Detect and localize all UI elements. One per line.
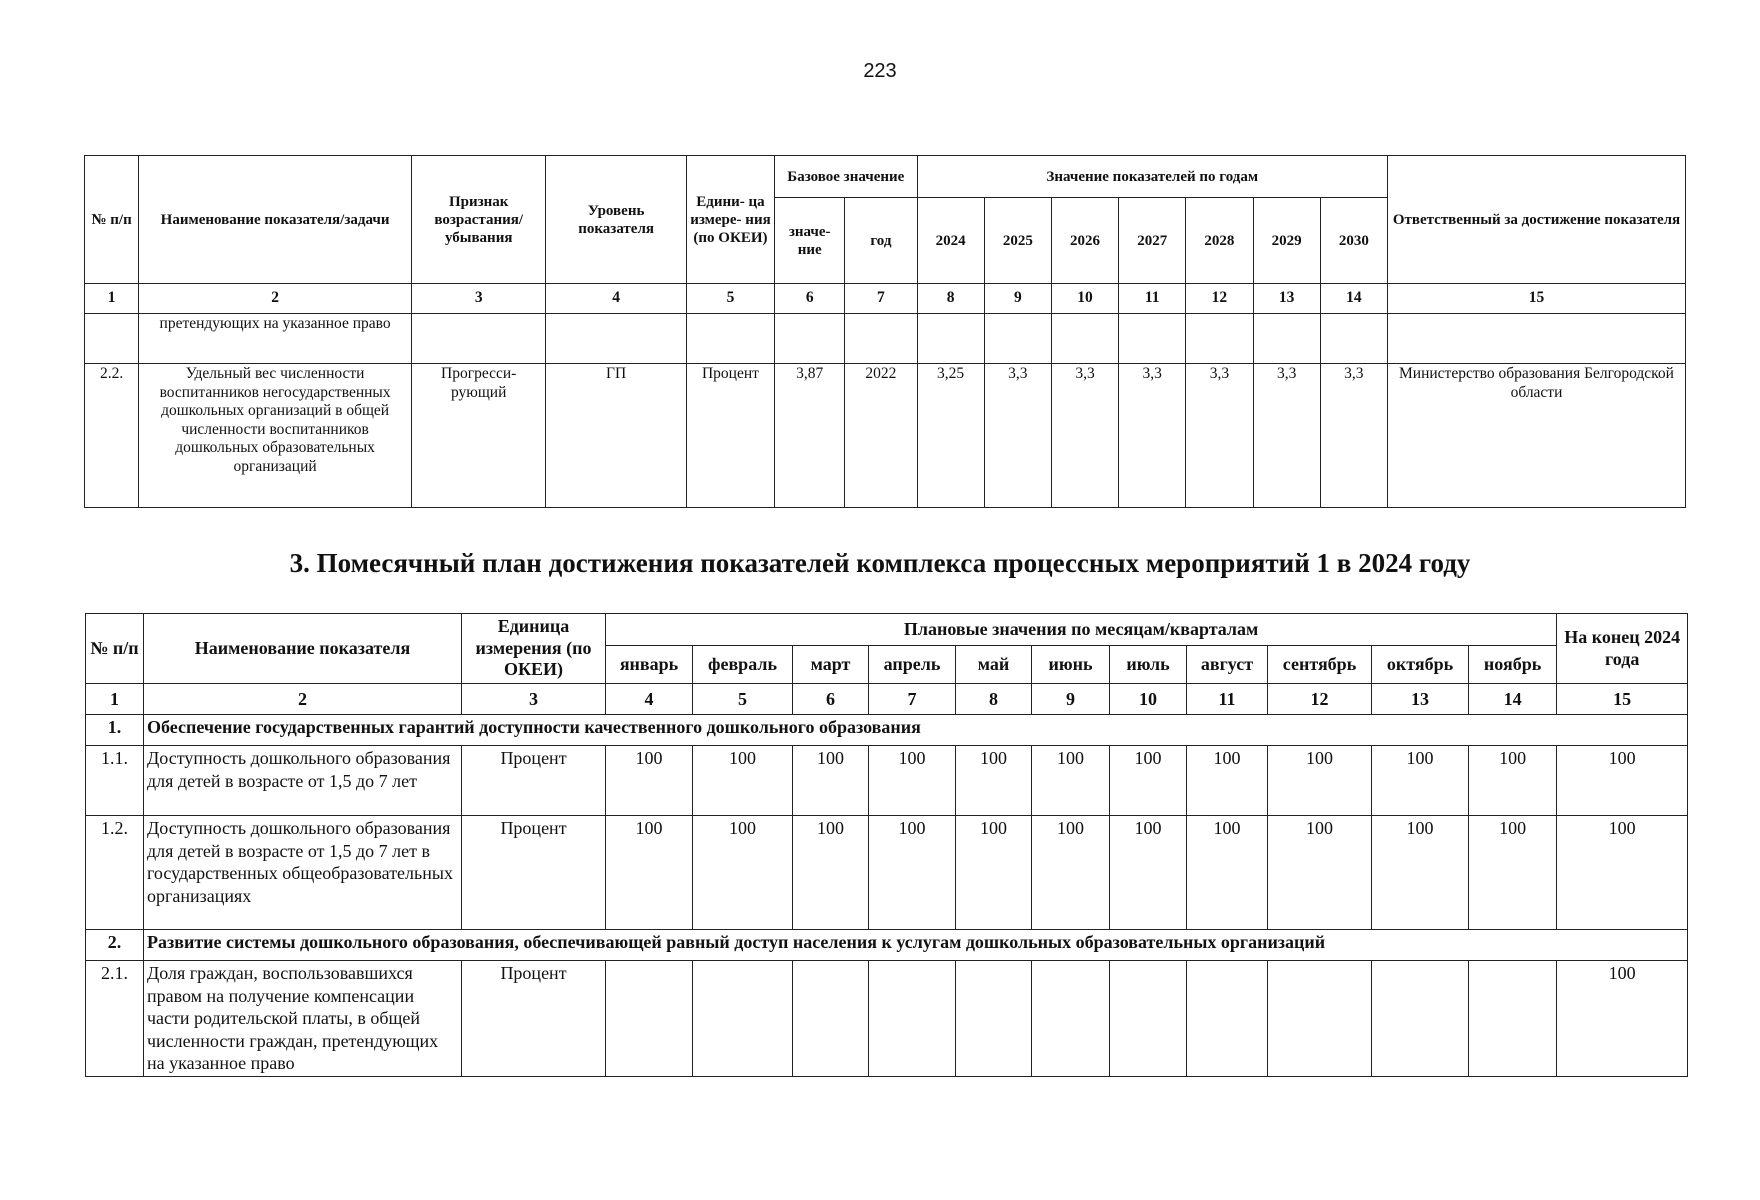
row-month-value — [1469, 961, 1557, 1077]
header-years-group: Значение показателей по годам — [917, 156, 1387, 198]
row-unit: Процент — [462, 746, 606, 816]
row-month-value — [869, 961, 956, 1077]
row-month-value: 100 — [1469, 746, 1557, 816]
section-title: 3. Помесячный план достижения показателей комплекса процессных мероприятий 1 в 2024 году — [289, 548, 1471, 578]
section-title-cell: Обеспечение государственных гарантий доступности качественного дошкольного образования — [144, 715, 1688, 746]
row-month-value — [1268, 961, 1372, 1077]
header-month: май — [956, 646, 1032, 684]
row-month-value: 100 — [869, 746, 956, 816]
header-year: 2029 — [1253, 198, 1320, 284]
column-number: 12 — [1268, 684, 1372, 715]
row-month-value — [1187, 961, 1268, 1077]
header-month: февраль — [693, 646, 793, 684]
row-month-value: 100 — [793, 746, 869, 816]
header-month: ноябрь — [1469, 646, 1557, 684]
section-title-cell: Развитие системы дошкольного образования, обеспечивающей равный доступ населения к услугам дошкольных образовательных организаций — [144, 930, 1688, 961]
column-number: 14 — [1320, 284, 1387, 314]
header-base: Базовое значение — [775, 156, 917, 198]
row-year-value: 3,3 — [1119, 364, 1186, 508]
header-unit: Едини- ца измере- ния (по ОКЕИ) — [686, 156, 774, 284]
row-month-value: 100 — [1469, 816, 1557, 930]
row-month-value: 100 — [793, 816, 869, 930]
header-month: сентябрь — [1268, 646, 1372, 684]
table-row — [86, 746, 1688, 816]
row-level: ГП — [546, 364, 686, 508]
column-number: 8 — [956, 684, 1032, 715]
header-name: Наименование показателя/задачи — [139, 156, 412, 284]
column-number: 11 — [1187, 684, 1268, 715]
row-month-value: 100 — [1110, 816, 1187, 930]
column-number: 7 — [845, 284, 917, 314]
row-month-value: 100 — [1372, 746, 1469, 816]
row-month-value: 100 — [1187, 816, 1268, 930]
row-unit: Процент — [462, 961, 606, 1077]
row-month-value — [1110, 961, 1187, 1077]
column-number: 6 — [793, 684, 869, 715]
row-month-value: 100 — [1187, 746, 1268, 816]
row-responsible: Министерство образования Белгородской области — [1387, 364, 1685, 508]
row-unit: Процент — [462, 816, 606, 930]
column-number: 11 — [1119, 284, 1186, 314]
header-month: январь — [606, 646, 693, 684]
header-month: июнь — [1032, 646, 1110, 684]
column-number: 10 — [1051, 284, 1118, 314]
column-number: 5 — [686, 284, 774, 314]
column-number: 1 — [85, 284, 139, 314]
column-number: 5 — [693, 684, 793, 715]
row-month-value: 100 — [1032, 746, 1110, 816]
column-number-row — [86, 684, 1688, 715]
continuation-text: претендующих на указанное право — [139, 314, 412, 364]
header-month: июль — [1110, 646, 1187, 684]
column-number: 15 — [1387, 284, 1685, 314]
row-month-value: 100 — [1032, 816, 1110, 930]
header-month: март — [793, 646, 869, 684]
column-number: 2 — [139, 284, 412, 314]
row-year-value: 3,25 — [917, 364, 984, 508]
row-month-value: 100 — [1268, 816, 1372, 930]
row-end-value: 100 — [1557, 816, 1688, 930]
section-row — [86, 930, 1688, 961]
row-base-year: 2022 — [845, 364, 917, 508]
row-month-value: 100 — [1372, 816, 1469, 930]
column-number: 3 — [412, 284, 546, 314]
row-month-value: 100 — [693, 746, 793, 816]
column-number: 10 — [1110, 684, 1187, 715]
column-number: 3 — [462, 684, 606, 715]
header-months-group: Плановые значения по месяцам/кварталам — [606, 614, 1557, 646]
header-responsible: Ответственный за достижение показателя — [1387, 156, 1685, 284]
row-num: 1.2. — [86, 816, 144, 930]
header-month: октябрь — [1372, 646, 1469, 684]
header-end-of-year: На конец 2024 года — [1557, 614, 1688, 684]
column-number: 1 — [86, 684, 144, 715]
header-level: Уровень показателя — [546, 156, 686, 284]
row-sign: Прогресси- рующий — [412, 364, 546, 508]
continuation-row — [85, 314, 1686, 364]
column-number: 8 — [917, 284, 984, 314]
header-year: 2024 — [917, 198, 984, 284]
row-month-value: 100 — [1268, 746, 1372, 816]
column-number: 13 — [1253, 284, 1320, 314]
row-month-value: 100 — [869, 816, 956, 930]
header-base-year: год — [845, 198, 917, 284]
section-row — [86, 715, 1688, 746]
row-month-value: 100 — [956, 816, 1032, 930]
table-row — [86, 816, 1688, 930]
row-month-value — [1032, 961, 1110, 1077]
row-month-value — [793, 961, 869, 1077]
row-month-value — [693, 961, 793, 1077]
header-sign: Признак возрастания/ убывания — [412, 156, 546, 284]
header-num: № п/п — [85, 156, 139, 284]
row-month-value: 100 — [606, 746, 693, 816]
column-number: 2 — [144, 684, 462, 715]
header-year: 2025 — [984, 198, 1051, 284]
page-number: 223 — [863, 60, 897, 82]
row-year-value: 3,3 — [984, 364, 1051, 508]
column-number: 13 — [1372, 684, 1469, 715]
row-num: 2.2. — [85, 364, 139, 508]
column-number: 4 — [546, 284, 686, 314]
table-row — [86, 961, 1688, 1077]
header-unit: Единица измерения (по ОКЕИ) — [462, 614, 606, 684]
column-number: 9 — [984, 284, 1051, 314]
row-month-value — [606, 961, 693, 1077]
row-month-value: 100 — [956, 746, 1032, 816]
row-num: 1.1. — [86, 746, 144, 816]
row-month-value: 100 — [693, 816, 793, 930]
column-number: 12 — [1186, 284, 1253, 314]
row-unit: Процент — [686, 364, 774, 508]
header-year: 2026 — [1051, 198, 1118, 284]
row-year-value: 3,3 — [1186, 364, 1253, 508]
row-month-value — [956, 961, 1032, 1077]
header-year: 2027 — [1119, 198, 1186, 284]
row-month-value: 100 — [606, 816, 693, 930]
row-name: Удельный вес численности воспитанников негосударственных дошкольных организаций в общей численности воспитанников дошкольных образовательных организаций — [139, 364, 412, 508]
table-row — [85, 364, 1686, 508]
header-name: Наименование показателя — [144, 614, 462, 684]
column-number: 4 — [606, 684, 693, 715]
column-number: 9 — [1032, 684, 1110, 715]
row-end-value: 100 — [1557, 746, 1688, 816]
section-num: 2. — [86, 930, 144, 961]
monthly-plan-table — [85, 613, 1688, 1077]
column-number-row — [85, 284, 1686, 314]
row-year-value: 3,3 — [1253, 364, 1320, 508]
row-month-value — [1372, 961, 1469, 1077]
column-number: 6 — [775, 284, 845, 314]
header-num: № п/п — [86, 614, 144, 684]
header-month: август — [1187, 646, 1268, 684]
row-name: Доступность дошкольного образования для детей в возрасте от 1,5 до 7 лет в государственных общеобразовательных организациях — [144, 816, 462, 930]
row-year-value: 3,3 — [1320, 364, 1387, 508]
row-name: Доступность дошкольного образования для детей в возрасте от 1,5 до 7 лет — [144, 746, 462, 816]
section-num: 1. — [86, 715, 144, 746]
row-year-value: 3,3 — [1051, 364, 1118, 508]
header-year: 2028 — [1186, 198, 1253, 284]
header-base-value: значе- ние — [775, 198, 845, 284]
row-month-value: 100 — [1110, 746, 1187, 816]
column-number: 7 — [869, 684, 956, 715]
column-number: 14 — [1469, 684, 1557, 715]
row-name: Доля граждан, воспользовавшихся правом на получение компенсации части родительской платы, в общей численности граждан, претендующих на указанное право — [144, 961, 462, 1077]
row-base-value: 3,87 — [775, 364, 845, 508]
row-num: 2.1. — [86, 961, 144, 1077]
header-month: апрель — [869, 646, 956, 684]
indicators-by-year-table — [84, 155, 1686, 508]
row-end-value: 100 — [1557, 961, 1688, 1077]
column-number: 15 — [1557, 684, 1688, 715]
header-year: 2030 — [1320, 198, 1387, 284]
